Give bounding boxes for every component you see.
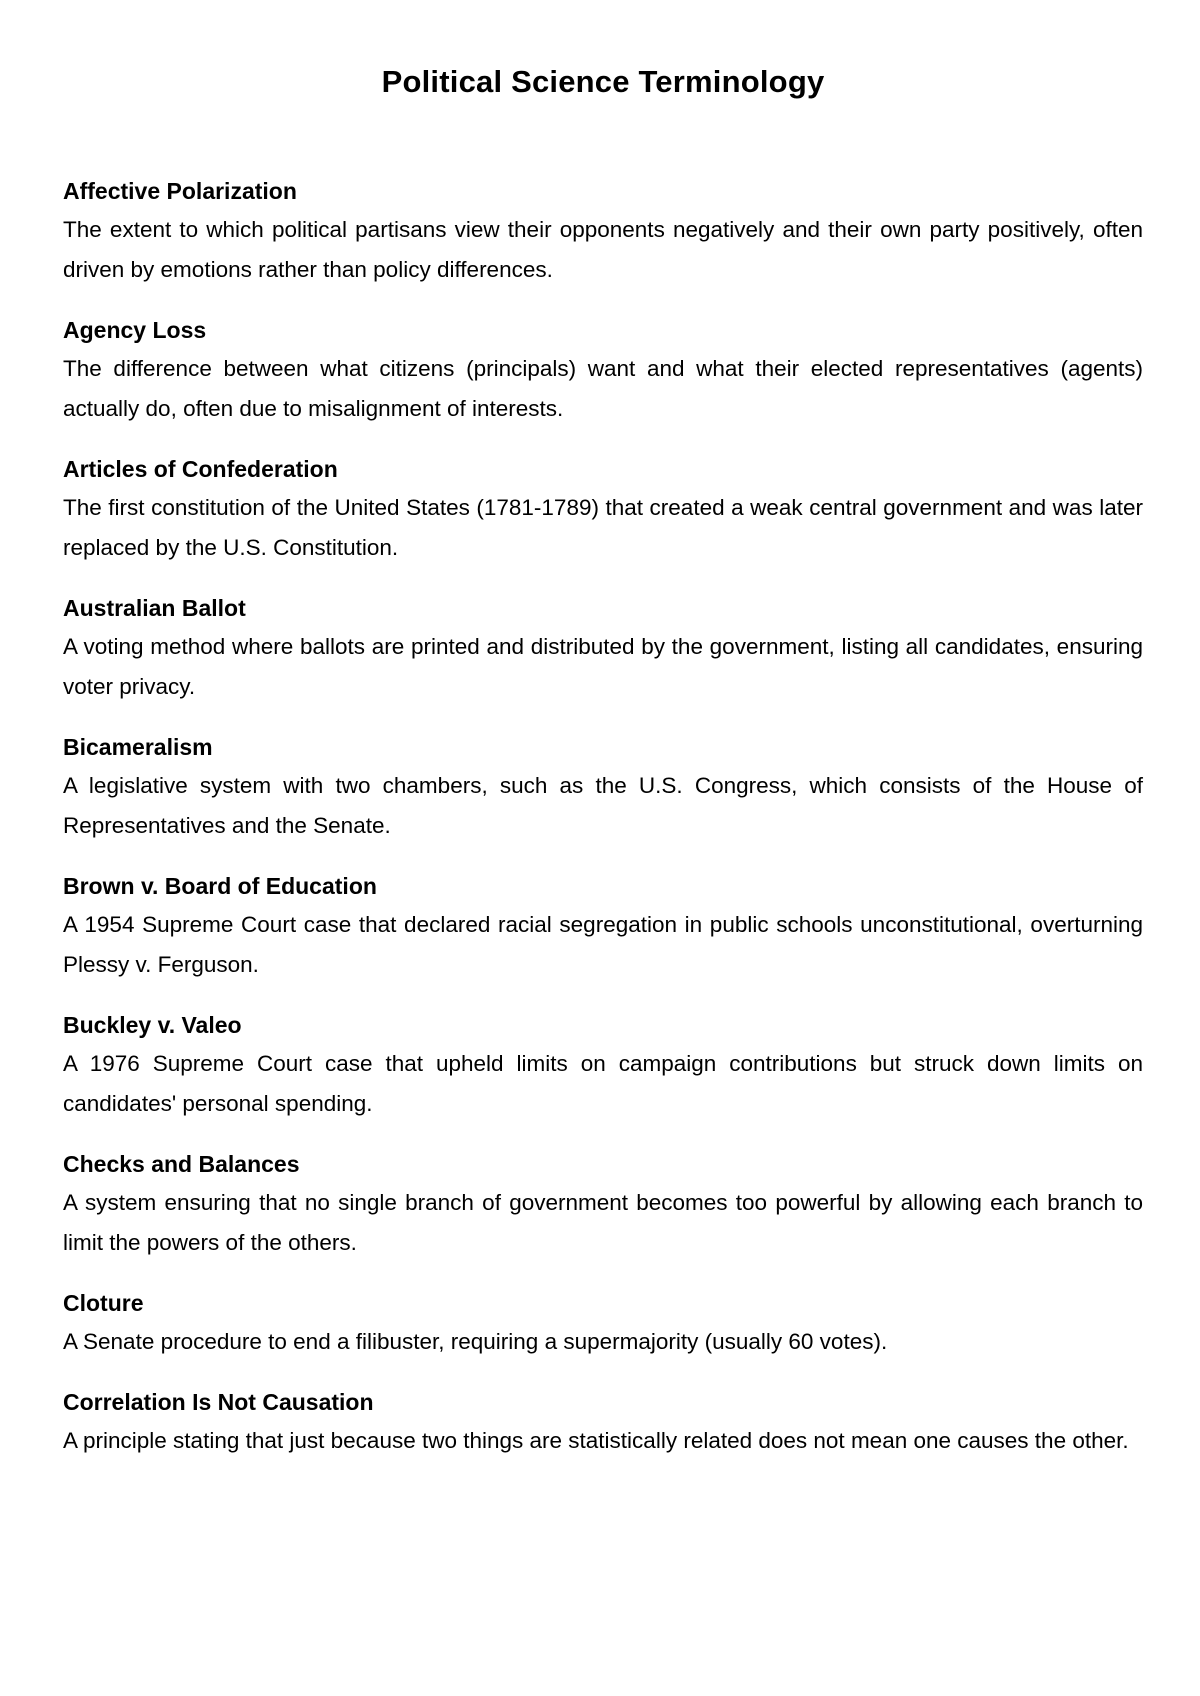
glossary-term: Australian Ballot: [63, 595, 246, 621]
glossary-term: Correlation Is Not Causation: [63, 1389, 374, 1415]
glossary-definition: A 1954 Supreme Court case that declared racial segregation in public schools unconstitutional, overturning Plessy v. Ferguson.: [63, 912, 1143, 977]
glossary-term: Articles of Confederation: [63, 456, 338, 482]
glossary-definition: The first constitution of the United States (1781-1789) that created a weak central government and was later replaced by the U.S. Constitution.: [63, 495, 1143, 560]
glossary-entry: [63, 1385, 1143, 1461]
glossary-definition: A Senate procedure to end a filibuster, requiring a supermajority (usually 60 votes).: [63, 1329, 888, 1354]
document-title: Political Science Terminology: [381, 64, 825, 99]
glossary-definition: A system ensuring that no single branch of government becomes too powerful by allowing each branch to limit the powers of the others.: [63, 1190, 1143, 1255]
glossary-term: Agency Loss: [63, 317, 207, 343]
glossary-entry: [63, 591, 1143, 707]
glossary-term: Affective Polarization: [63, 178, 297, 204]
glossary-term: Brown v. Board of Education: [63, 873, 377, 899]
glossary-definition: A 1976 Supreme Court case that upheld limits on campaign contributions but struck down limits on candidates' personal spending.: [63, 1051, 1143, 1116]
glossary-entry: [63, 1147, 1143, 1263]
glossary-list: [63, 174, 1143, 1484]
glossary-term: Bicameralism: [63, 734, 213, 760]
glossary-entry: [63, 869, 1143, 985]
glossary-definition: A legislative system with two chambers, such as the U.S. Congress, which consists of the House of Representatives and the Senate.: [63, 773, 1143, 838]
glossary-term: Cloture: [63, 1290, 144, 1316]
glossary-entry: [63, 1286, 1143, 1362]
glossary-entry: [63, 313, 1143, 429]
glossary-entry: [63, 1008, 1143, 1124]
glossary-entry: [63, 452, 1143, 568]
glossary-term: Buckley v. Valeo: [63, 1012, 242, 1038]
glossary-definition: A voting method where ballots are printed and distributed by the government, listing all candidates, ensuring voter privacy.: [63, 634, 1143, 699]
glossary-definition: The difference between what citizens (principals) want and what their elected representatives (agents) actually do, often due to misalignment of interests.: [63, 356, 1143, 421]
glossary-term: Checks and Balances: [63, 1151, 300, 1177]
glossary-entry: [63, 174, 1143, 290]
glossary-definition: The extent to which political partisans view their opponents negatively and their own party positively, often driven by emotions rather than policy differences.: [63, 217, 1143, 282]
glossary-entry: [63, 730, 1143, 846]
glossary-definition: A principle stating that just because two things are statistically related does not mean one causes the other.: [63, 1428, 1129, 1453]
